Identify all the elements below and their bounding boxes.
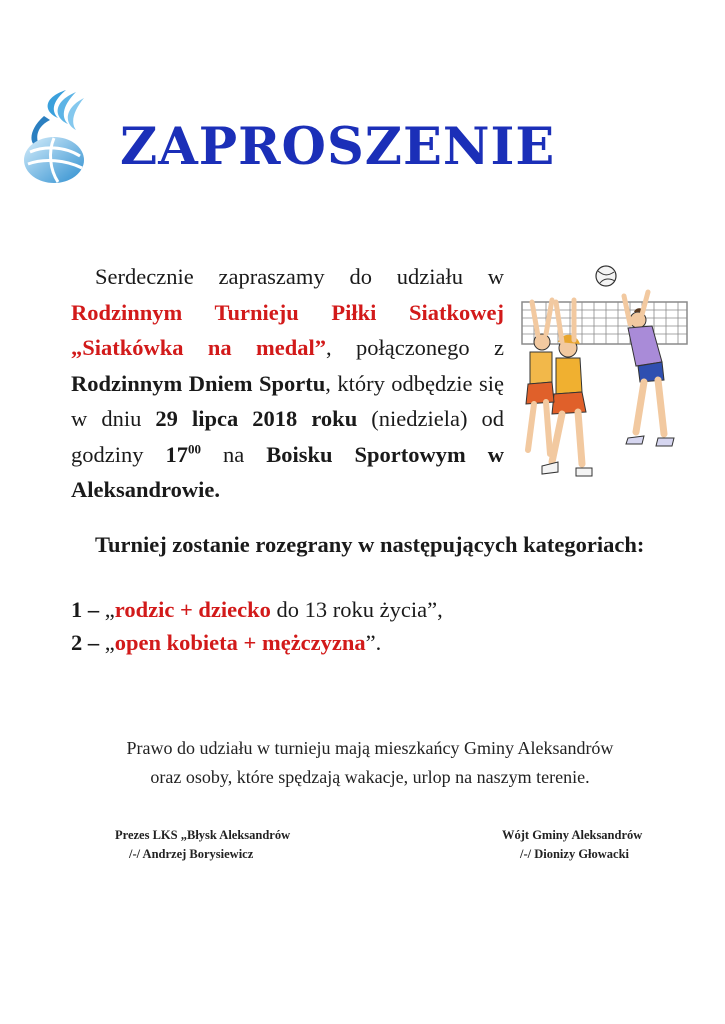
category-number: 2 – xyxy=(71,630,100,655)
categories-list xyxy=(71,593,443,659)
categories-intro-text: Turniej zostanie rozegrany w następujących kategoriach: xyxy=(95,532,645,557)
signature-name: /-/ Andrzej Borysiewicz xyxy=(129,847,254,861)
event-date: 29 lipca 2018 roku xyxy=(155,406,358,431)
category-name: rodzic + dziecko xyxy=(114,597,271,622)
intro-text: Serdecznie zapraszamy do udziału xyxy=(95,264,463,289)
invitation-paragraph xyxy=(71,259,504,508)
category-quote: „ xyxy=(104,630,115,655)
category-item xyxy=(71,626,443,659)
signature-title: Prezes LKS „Błysk Aleksandrów xyxy=(115,828,291,842)
categories-intro xyxy=(71,527,694,563)
category-number: 1 – xyxy=(71,597,100,622)
intro-text-3: , połączonego z xyxy=(326,335,505,360)
category-quote: „ xyxy=(104,597,115,622)
category-item xyxy=(71,593,443,626)
intro-text-5: (niedziela) od godziny xyxy=(71,406,505,467)
intro-text-6: na xyxy=(223,441,245,467)
event-minutes: 00 xyxy=(188,441,201,456)
intro-text-2: w xyxy=(487,264,505,289)
intro-text-4: , który odbędzie się w dniu xyxy=(71,370,504,431)
page-title: ZAPROSZENIE xyxy=(120,117,556,177)
note-line: Prawo do udziału w turnieju mają mieszkańcy Gminy Aleksandrów xyxy=(126,738,614,758)
event-hour xyxy=(166,442,202,467)
signature-name: /-/ Dionizy Głowacki xyxy=(520,847,630,861)
category-name: open kobieta + mężczyzna xyxy=(114,630,366,655)
signature-left xyxy=(115,826,290,864)
event-name: Rodzinnym Turnieju Piłki Siatkowej „Siatkówka na medal” xyxy=(71,299,504,360)
category-detail: ”. xyxy=(365,630,382,655)
event-hour-value: 17 xyxy=(165,441,188,467)
volleyball-players-illustration xyxy=(512,262,692,487)
volleyball-logo-icon xyxy=(14,86,94,186)
day-event-name: Rodzinnym Dniem Sportu xyxy=(71,370,326,396)
category-detail: do 13 roku życia”, xyxy=(270,597,443,622)
note-line: oraz osoby, które spędzają wakacje, urlop na naszym terenie. xyxy=(150,767,590,787)
signature-title: Wójt Gminy Aleksandrów xyxy=(502,828,643,842)
eligibility-note xyxy=(60,734,680,792)
event-place: Boisku Sportowym w Aleksandrowie. xyxy=(71,441,505,502)
signature-right xyxy=(502,826,642,864)
